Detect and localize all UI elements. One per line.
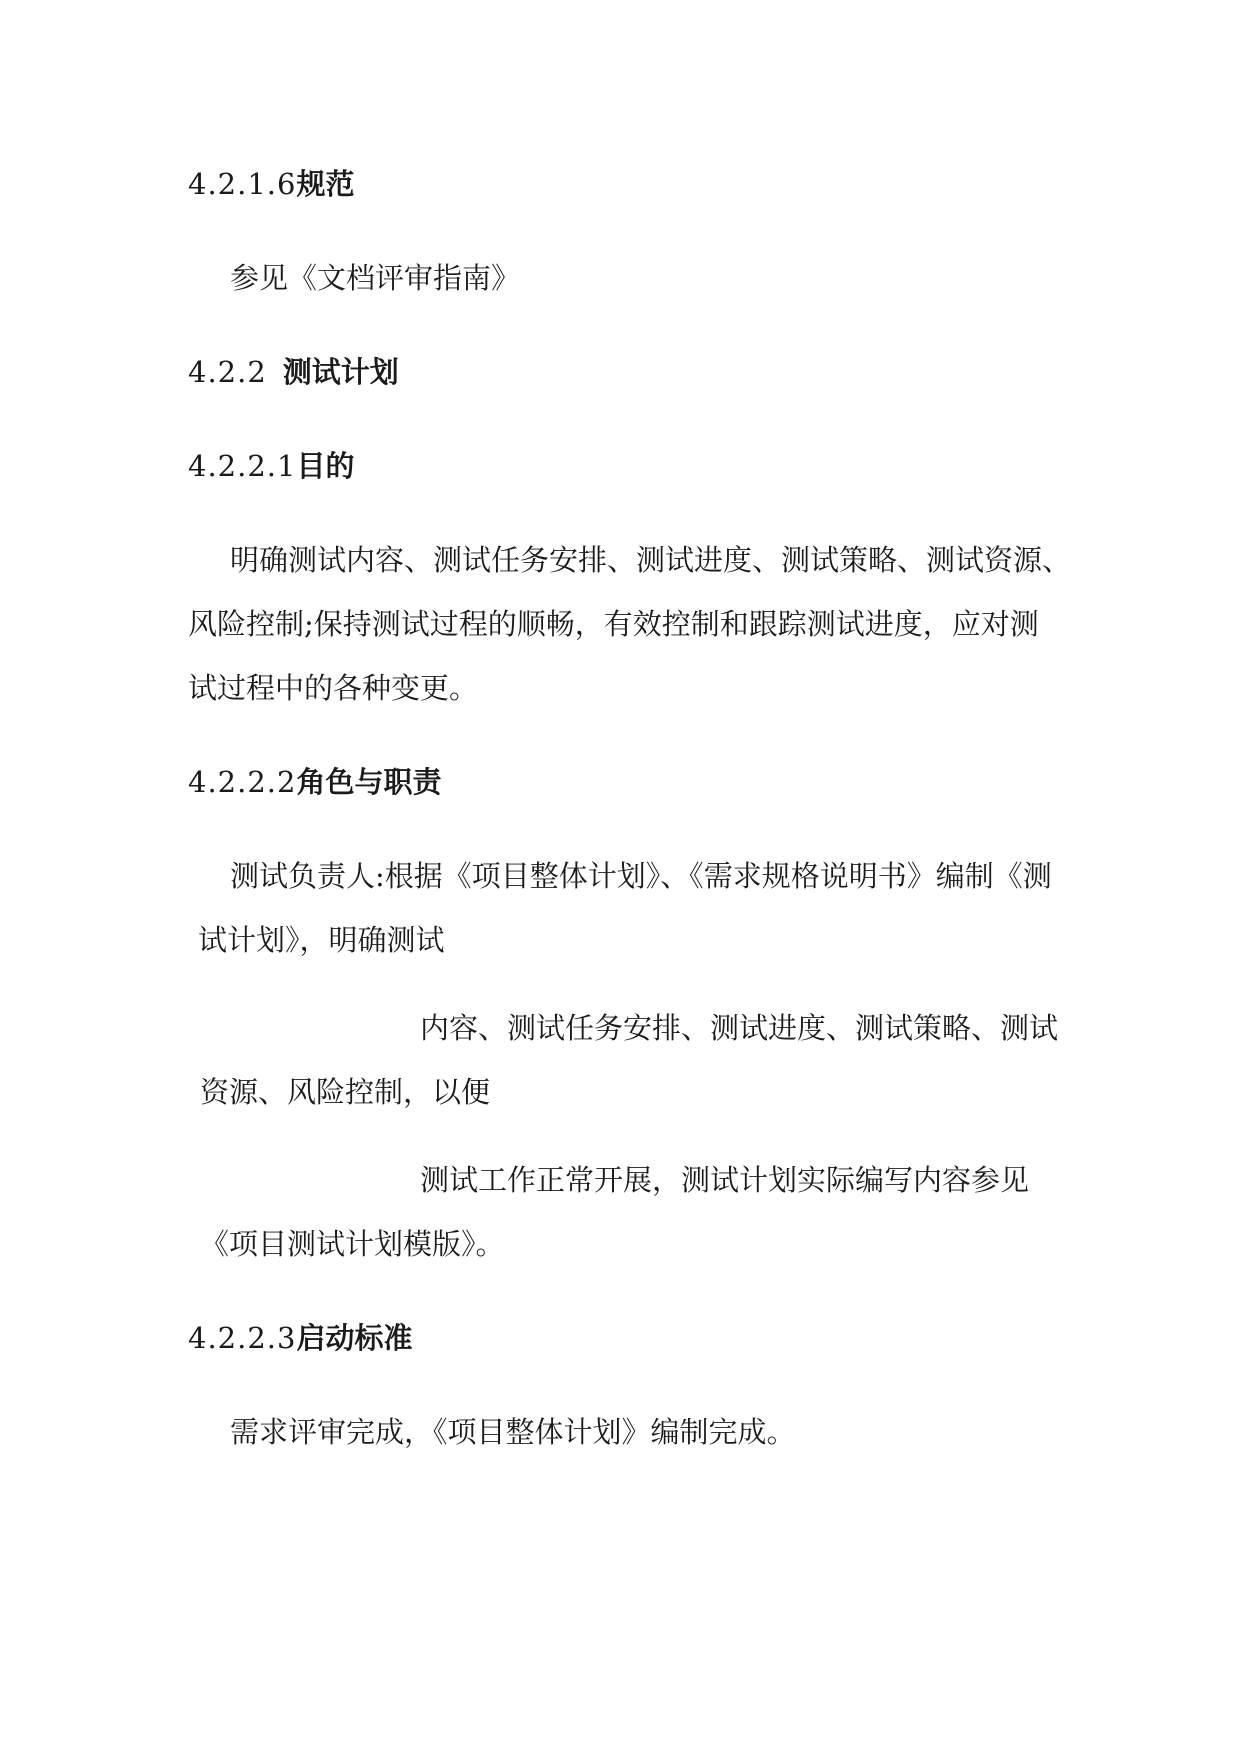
paragraph-line: 参见《文档评审指南》: [230, 261, 521, 295]
section-number: 4.2.1.6: [188, 167, 297, 201]
paragraph-line: 资源、风险控制，以便: [200, 1075, 491, 1109]
paragraph-line: 测试工作正常开展，测试计划实际编写内容参见: [420, 1163, 1030, 1197]
section-number: 4.2.2.2: [188, 765, 297, 799]
section-title: 角色与职责: [296, 765, 442, 799]
paragraph-line: 试计划》，明确测试: [198, 923, 445, 957]
section-heading-4223: [188, 1318, 412, 1358]
section-number: 4.2.2: [188, 355, 267, 389]
section-title: 规范: [296, 167, 355, 201]
section-title: 测试计划: [282, 355, 399, 389]
section-title: 目的: [296, 449, 355, 483]
paragraph-line: 明确测试内容、测试任务安排、测试进度、测试策略、测试资源、: [230, 543, 1072, 577]
paragraph-line: 《项目测试计划模版》。: [200, 1227, 505, 1261]
paragraph-line: 内容、测试任务安排、测试进度、测试策略、测试: [420, 1011, 1059, 1045]
paragraph-line: 风险控制;保持测试过程的顺畅，有效控制和跟踪测试进度，应对测: [188, 607, 1039, 641]
paragraph-line: 试过程中的各种变更。: [188, 671, 479, 705]
paragraph-line: 需求评审完成，《项目整体计划》编制完成。: [230, 1415, 796, 1449]
section-number: 4.2.2.1: [188, 449, 297, 483]
section-heading-422: [188, 352, 399, 392]
section-heading-4221: [188, 446, 354, 486]
section-number: 4.2.2.3: [188, 1321, 297, 1355]
section-title: 启动标准: [296, 1321, 413, 1355]
section-heading-4216: [188, 164, 354, 204]
section-heading-4222: [188, 762, 441, 802]
paragraph-line: 测试负责人:根据《项目整体计划》、《需求规格说明书》编制《测: [230, 859, 1052, 893]
